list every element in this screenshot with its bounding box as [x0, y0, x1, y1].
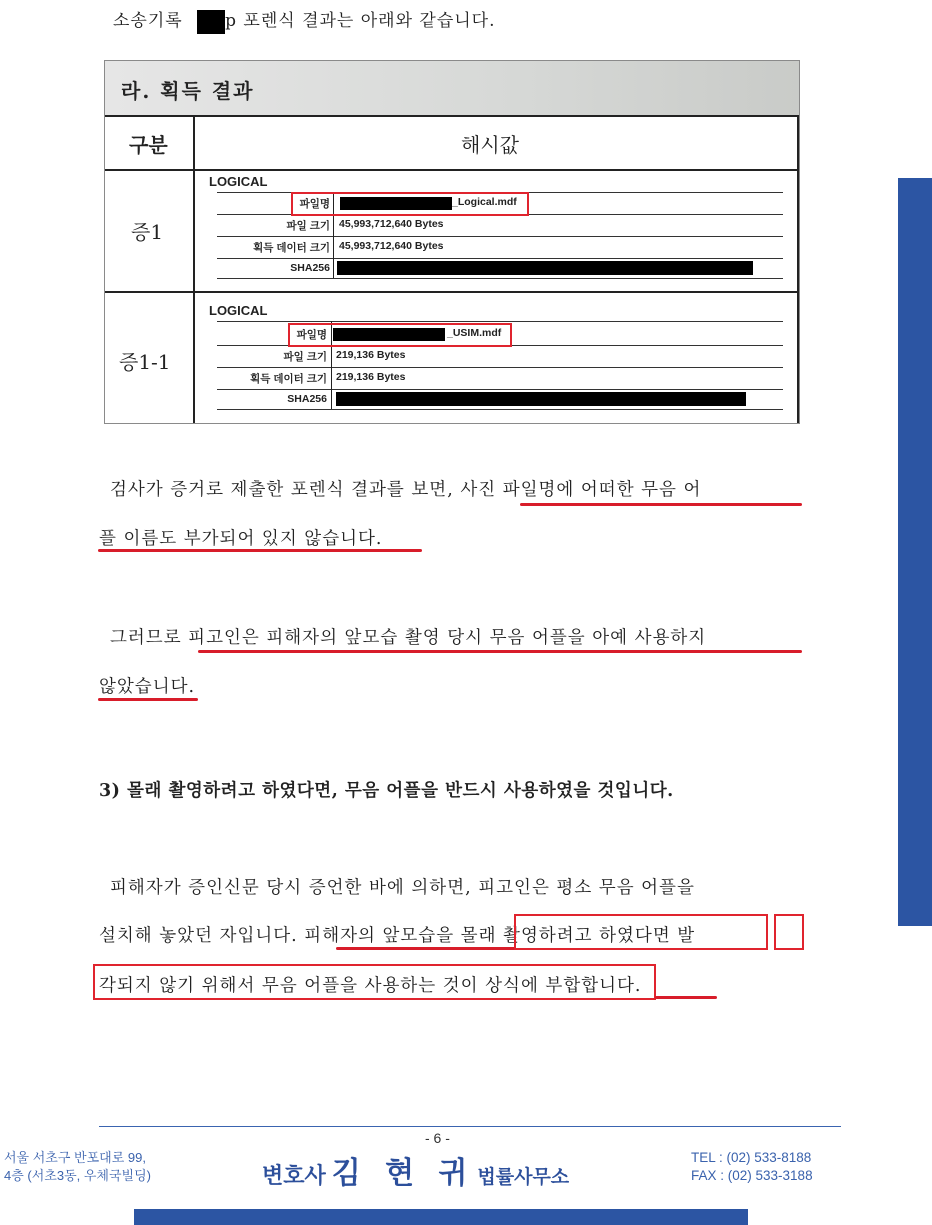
highlight-box-p3b [774, 914, 804, 950]
bottom-blue-bar [134, 1209, 748, 1225]
file-size-label-1: 파일 크기 [286, 220, 330, 232]
acq-size-value-1: 45,993,712,640 Bytes [339, 240, 444, 252]
underline-p3b [655, 996, 717, 999]
footer-contact [691, 1149, 813, 1185]
row-type-2: LOGICAL [209, 303, 268, 318]
firm-suffix: 법률사무소 [477, 1167, 570, 1188]
address-line-1: 서울 서초구 반포대로 99, [4, 1150, 146, 1165]
firm-prefix: 변호사 [262, 1163, 326, 1188]
file-name-label-2: 파일명 [296, 329, 327, 341]
address-line-2: 4층 (서초3동, 우체국빌딩) [4, 1168, 151, 1183]
paragraph-2-line-2: 않았습니다. [99, 677, 196, 697]
firm-lawyer-name: 김 현 귀 [331, 1157, 476, 1190]
file-size-value-1: 45,993,712,640 Bytes [339, 218, 444, 230]
file-name-label-1: 파일명 [299, 198, 330, 210]
file-name-value-1: _Logical.mdf [452, 196, 517, 208]
sha-label-1: SHA256 [290, 262, 330, 274]
intro-prefix: 소송기록 [113, 11, 183, 31]
paragraph-1-line-2: 플 이름도 부가되어 있지 않습니다. [99, 529, 383, 549]
col-header-hash: 해시값 [461, 133, 519, 157]
paragraph-3-line-2: 설치해 놓았던 자입니다. 피해자의 앞모습을 몰래 촬영하려고 하였다면 발 [99, 926, 696, 946]
fax-number: FAX : (02) 533-3188 [691, 1168, 813, 1183]
scan-header-title: 라. 획득 결과 [121, 79, 255, 103]
footer-address [4, 1149, 151, 1185]
highlight-box-p3c [93, 964, 656, 1000]
underline-p3a [336, 947, 516, 950]
row-type-1: LOGICAL [209, 174, 268, 189]
redaction-sha-1 [337, 261, 753, 275]
paragraph-3-line-1: 피해자가 증인신문 당시 증언한 바에 의하면, 피고인은 평소 무음 어플을 [110, 878, 695, 898]
highlight-box-p3a [514, 914, 768, 950]
section-heading-3: 3) 몰래 촬영하려고 하였다면, 무음 어플을 반드시 사용하였을 것입니다. [99, 781, 674, 801]
paragraph-3-line-3: 각되지 않기 위해서 무음 어플을 사용하는 것이 상식에 부합합니다. [99, 976, 642, 996]
acq-size-value-2: 219,136 Bytes [336, 371, 406, 383]
col-header-category: 구분 [129, 133, 168, 157]
underline-p1a [520, 503, 802, 506]
file-size-label-2: 파일 크기 [283, 351, 327, 363]
scan-header [105, 61, 799, 115]
acq-size-label-2: 획득 데이터 크기 [250, 373, 327, 385]
intro-line [113, 6, 496, 34]
row-label-2: 증1-1 [119, 350, 171, 374]
acq-size-label-1: 획득 데이터 크기 [253, 242, 330, 254]
side-tab-bar [898, 178, 932, 926]
redaction-sha-2 [336, 392, 746, 406]
firm-name [262, 1148, 569, 1192]
highlight-filename-1 [291, 192, 529, 216]
paragraph-2-line-1: 그러므로 피고인은 피해자의 앞모습 촬영 당시 무음 어플을 아예 사용하지 [110, 628, 707, 648]
intro-suffix: p 포렌식 결과는 아래와 같습니다. [225, 11, 496, 31]
tel-number: TEL : (02) 533-8188 [691, 1150, 812, 1165]
highlight-filename-2 [288, 323, 512, 347]
footer-divider [99, 1126, 841, 1127]
underline-p1b [98, 549, 422, 552]
file-size-value-2: 219,136 Bytes [336, 349, 406, 361]
underline-p2b [98, 698, 198, 701]
page-number: - 6 - [425, 1130, 450, 1146]
file-name-value-2: _USIM.mdf [447, 327, 502, 339]
forensic-result-image [104, 60, 800, 424]
paragraph-1-line-1: 검사가 증거로 제출한 포렌식 결과를 보면, 사진 파일명에 어떠한 무음 어 [110, 480, 702, 500]
row-label-1: 증1 [131, 220, 164, 244]
underline-p2a [198, 650, 802, 653]
redaction-block [197, 10, 225, 34]
sha-label-2: SHA256 [287, 393, 327, 405]
